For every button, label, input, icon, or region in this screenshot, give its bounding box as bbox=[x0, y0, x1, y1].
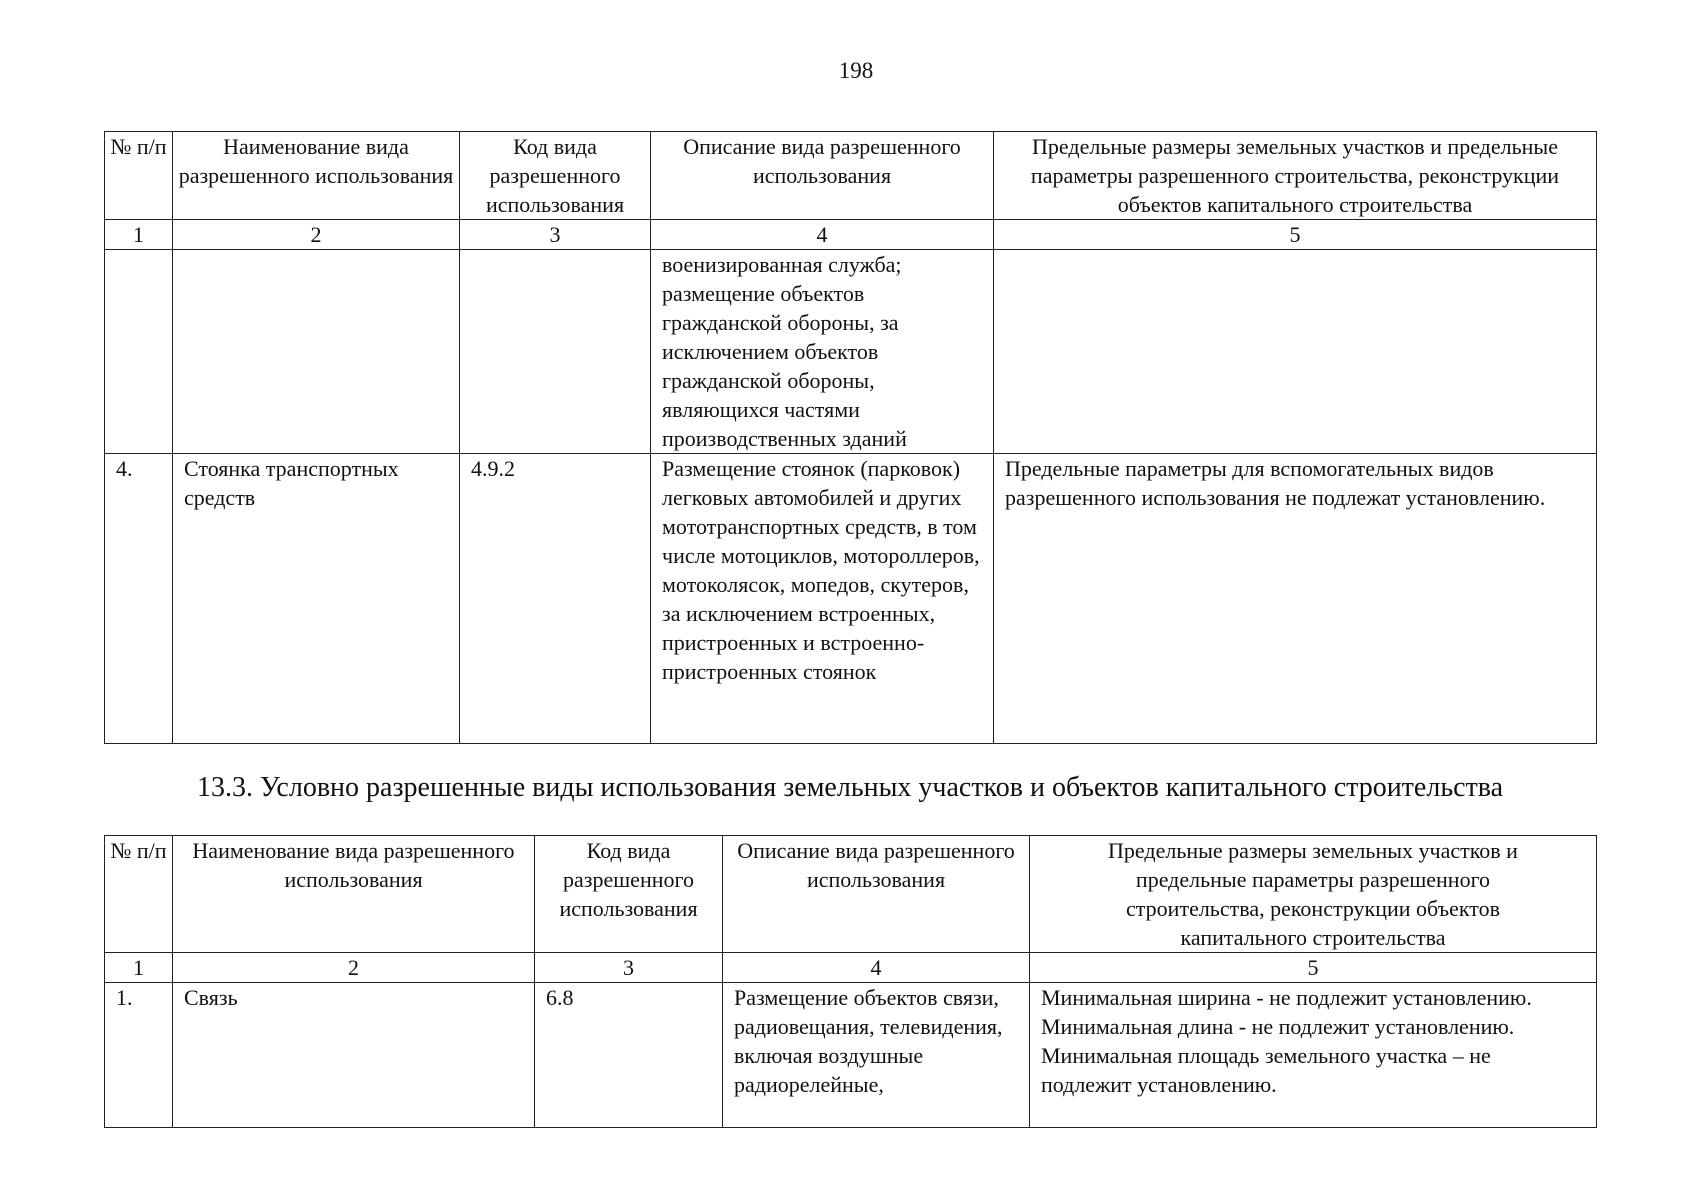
column-number: 1 bbox=[105, 220, 173, 250]
limit-min-width: Минимальная ширина - не подлежит установлению. bbox=[1041, 985, 1532, 1010]
column-number: 4 bbox=[651, 220, 994, 250]
header-use-name: Наименование вида разрешенного использования bbox=[173, 132, 460, 220]
column-number: 3 bbox=[460, 220, 651, 250]
table-header-row bbox=[105, 132, 1597, 220]
column-number-row bbox=[105, 220, 1597, 250]
limit-min-area: Минимальная площадь земельного участка – не подлежит установлению. bbox=[1041, 1043, 1491, 1097]
row-number: 1. bbox=[105, 983, 173, 1128]
row-use-name: Стоянка транспортных средств bbox=[173, 454, 460, 744]
header-use-code: Код вида разрешенного использования bbox=[535, 836, 723, 953]
column-number: 2 bbox=[173, 953, 535, 983]
row-use-code bbox=[460, 250, 651, 454]
row-use-description: военизированная служба; размещение объектов гражданской обороны, за исключением объектов гражданской обороны, являющихся частями производственных зданий bbox=[651, 250, 994, 454]
header-limit-parameters: Предельные размеры земельных участков и предельные параметры разрешенного строительства, реконструкции объектов капитального строительства bbox=[1030, 836, 1597, 953]
column-number: 5 bbox=[994, 220, 1597, 250]
column-number: 4 bbox=[723, 953, 1030, 983]
limit-min-length: Минимальная длина - не подлежит установлению. bbox=[1041, 1014, 1515, 1039]
header-use-description: Описание вида разрешенного использования bbox=[651, 132, 994, 220]
row-use-description: Размещение объектов связи, радиовещания, телевидения, включая воздушные радиорелейные, bbox=[723, 983, 1030, 1128]
table-row bbox=[105, 250, 1597, 454]
table-row bbox=[105, 983, 1597, 1128]
header-number: № п/п bbox=[105, 836, 173, 953]
row-use-name bbox=[173, 250, 460, 454]
row-use-code: 6.8 bbox=[535, 983, 723, 1128]
row-use-code: 4.9.2 bbox=[460, 454, 651, 744]
header-use-description: Описание вида разрешенного использования bbox=[723, 836, 1030, 953]
row-number bbox=[105, 250, 173, 454]
header-limit-parameters: Предельные размеры земельных участков и предельные параметры разрешенного строительства, реконструкции объектов капитального строительства bbox=[994, 132, 1597, 220]
column-number: 5 bbox=[1030, 953, 1597, 983]
conditionally-permitted-uses-table bbox=[104, 835, 1597, 1128]
column-number: 3 bbox=[535, 953, 723, 983]
table-row bbox=[105, 454, 1597, 744]
row-limit-parameters bbox=[1030, 983, 1597, 1128]
row-use-name: Связь bbox=[173, 983, 535, 1128]
row-limit-parameters: Предельные параметры для вспомогательных видов разрешенного использования не подлежат установлению. bbox=[994, 454, 1597, 744]
header-use-name: Наименование вида разрешенного использования bbox=[173, 836, 535, 953]
column-number-row bbox=[105, 953, 1597, 983]
permitted-uses-table bbox=[104, 131, 1597, 744]
section-title: 13.3. Условно разрешенные виды использования земельных участков и объектов капитального строительства bbox=[196, 772, 1504, 803]
table-header-row bbox=[105, 836, 1597, 953]
row-use-description: Размещение стоянок (парковок) легковых автомобилей и других мототранспортных средств, в том числе мотоциклов, мотороллеров, мотоколясок, мопедов, скутеров, за исключением встроенных, пристроенных и встроенно-пристроенных стоянок bbox=[651, 454, 994, 744]
page-number: 198 bbox=[838, 58, 874, 83]
row-number: 4. bbox=[105, 454, 173, 744]
column-number: 2 bbox=[173, 220, 460, 250]
column-number: 1 bbox=[105, 953, 173, 983]
row-limit-parameters bbox=[994, 250, 1597, 454]
header-number: № п/п bbox=[105, 132, 173, 220]
header-use-code: Код вида разрешенного использования bbox=[460, 132, 651, 220]
